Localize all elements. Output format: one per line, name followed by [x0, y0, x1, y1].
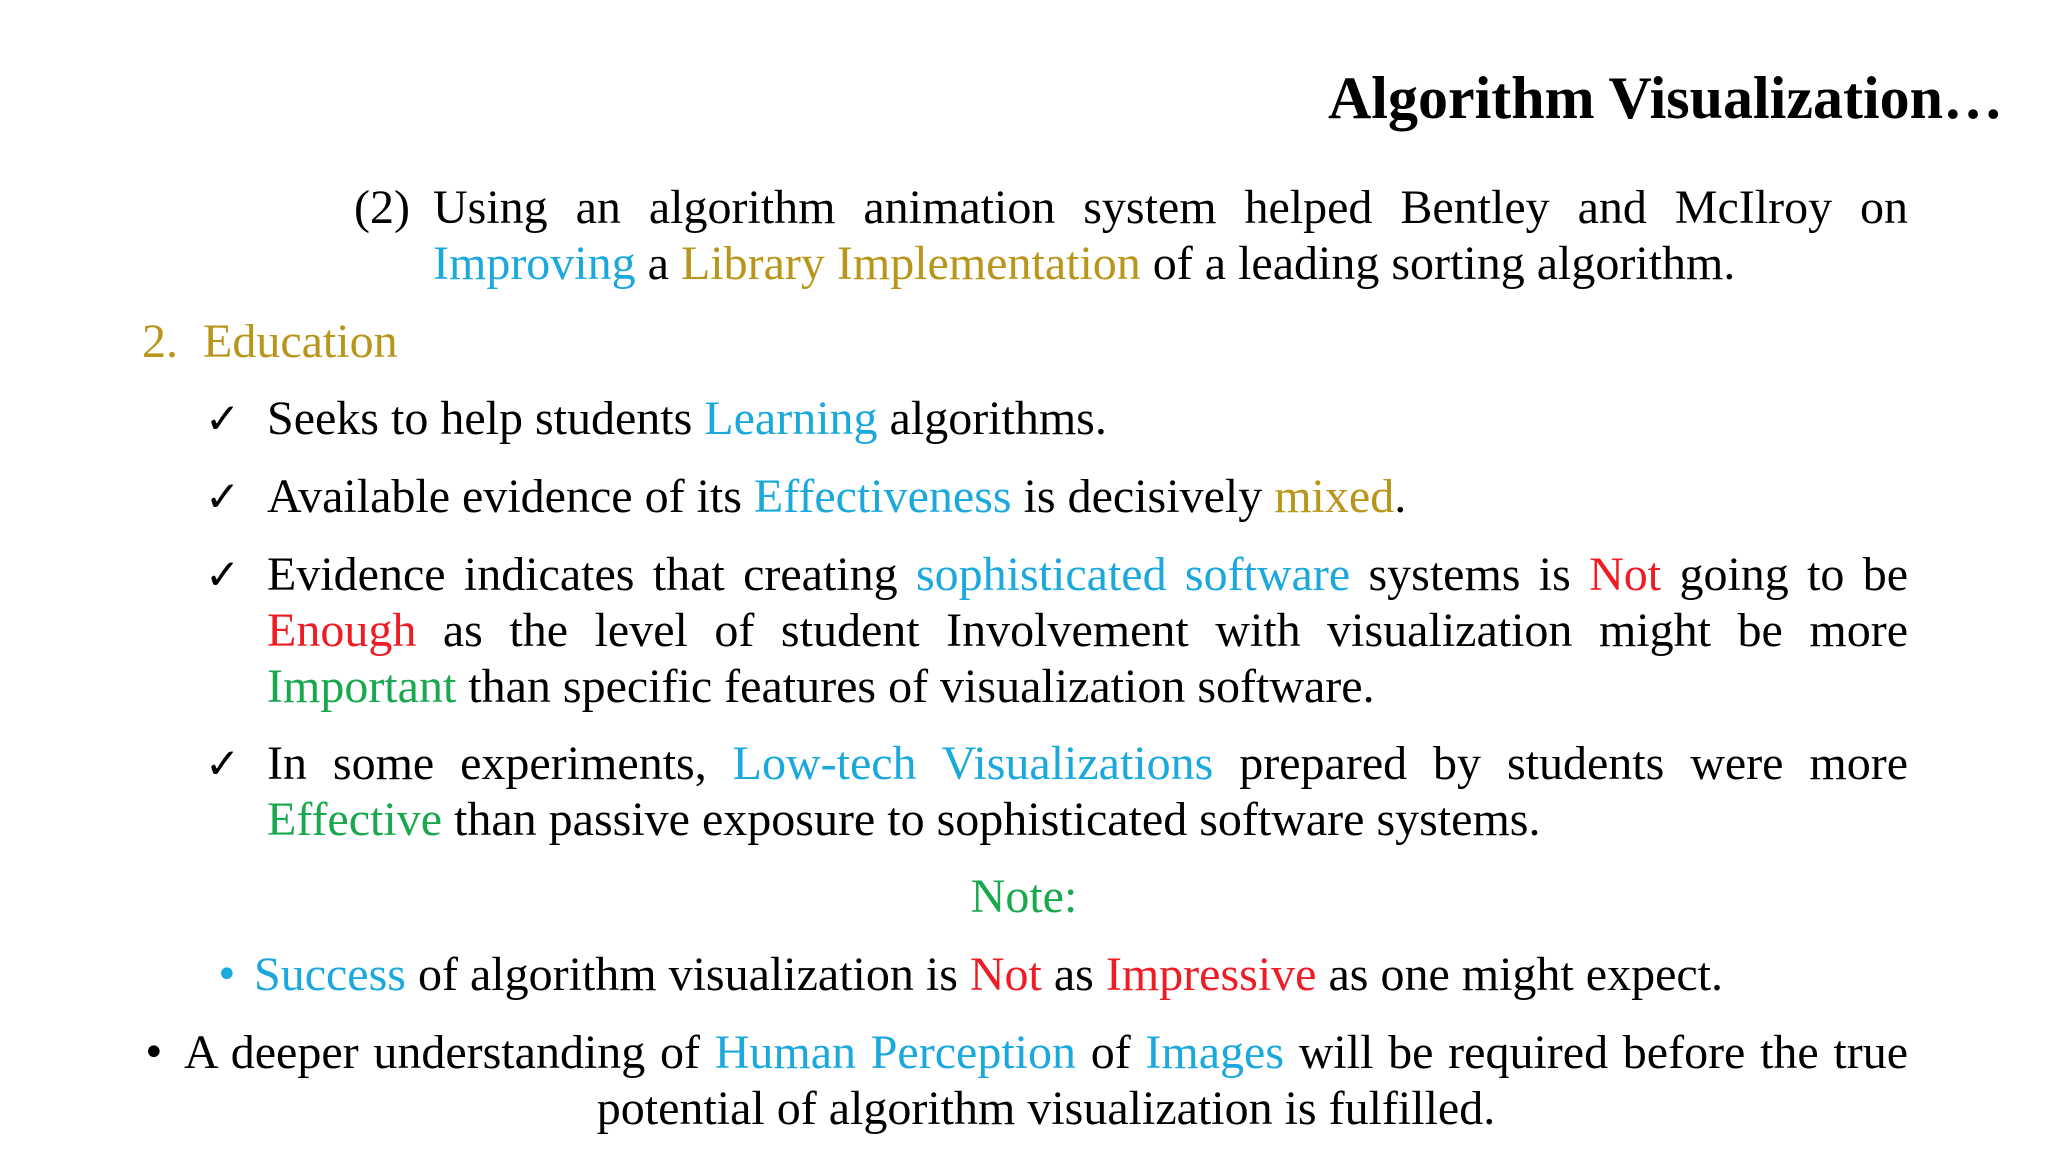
bullet-icon: •	[142, 1030, 166, 1076]
check-icon: ✓	[205, 472, 241, 521]
item-2-number: (2)	[354, 181, 410, 234]
check-item-low-tech: In some experiments, Low-tech Visualizations prepared by students were more Effective than passive exposure to sophisticated software systems.	[267, 737, 1909, 846]
note-heading: Note:	[970, 870, 1078, 923]
check-icon: ✓	[205, 739, 241, 788]
item-2-text: Using an algorithm animation system helped Bentley and McIlroy on Improving a Library Implementation of a leading sorting algorithm.	[433, 181, 1908, 290]
bullet-human-perception: A deeper understanding of Human Perception of Images will be required before the true potential of algorithm visualization is fulfilled.	[184, 1026, 1909, 1135]
education-number: 2.	[142, 315, 178, 368]
check-item-evidence: Evidence indicates that creating sophisticated software systems is Not going to be Enough as the level of student Involvement with visualization might be more Important than specific features of visualization software.	[267, 548, 1909, 713]
slide-title: Algorithm Visualization…	[1327, 65, 2003, 131]
bullet-icon: •	[215, 952, 239, 998]
highlight-library-implementation: Library Implementation	[680, 237, 1141, 290]
check-item-learning: Seeks to help students Learning algorithms.	[267, 392, 1107, 445]
bullet-success: Success of algorithm visualization is Not as Impressive as one might expect.	[254, 948, 1724, 1001]
check-item-effectiveness: Available evidence of its Effectiveness is decisively mixed.	[267, 470, 1407, 523]
highlight-improving: Improving	[433, 237, 636, 290]
check-icon: ✓	[205, 550, 241, 599]
education-heading: Education	[203, 315, 398, 368]
check-icon: ✓	[205, 394, 241, 443]
